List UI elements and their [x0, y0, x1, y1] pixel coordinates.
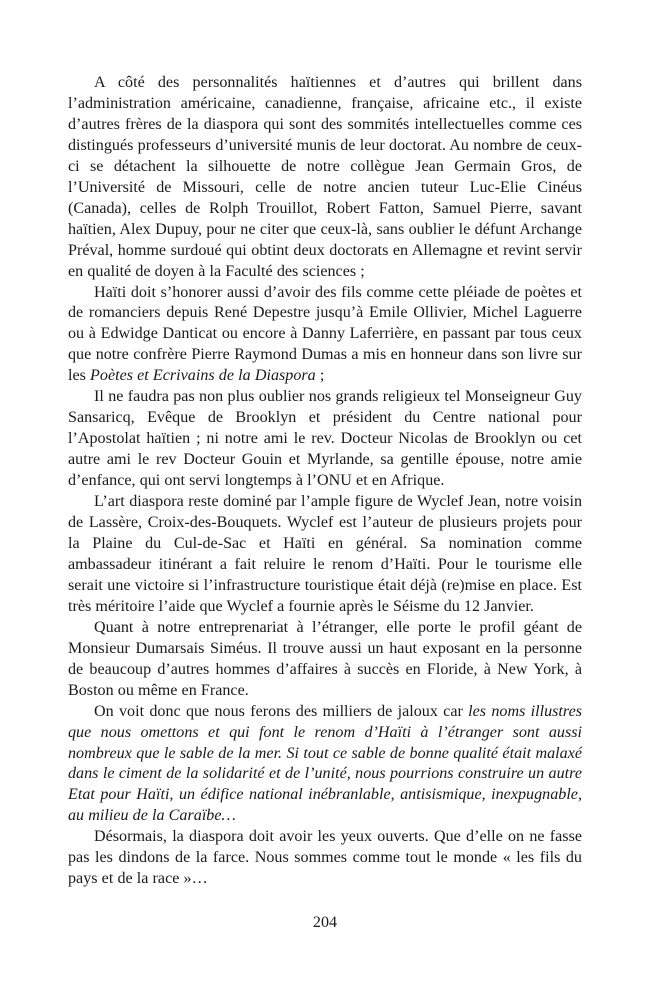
paragraph [68, 283, 582, 388]
italic-text-run: Poètes et Ecrivains de la Diaspora [90, 367, 316, 385]
paragraph [68, 618, 582, 702]
text-run: Haïti doit s’honorer aussi d’avoir des fils comme cette pléiade de poètes et de romanciers depuis René Depestre jusqu’à Emile Ollivier, Michel Laguerre ou à Edwidge Danticat ou encore à Danny Laferrière, en passant par tous ceux que notre confrère Pierre Raymond Dumas a mis en honneur dans son livre sur les [68, 283, 582, 385]
text-run: On voit donc que nous ferons des milliers de jaloux car [94, 702, 469, 720]
text-run: Quant à notre entreprenariat à l’étranger, elle porte le profil géant de Monsieur Dumarsais Siméus. Il trouve aussi un haut exposant en la personne de beaucoup d’autres hommes d’affaires à succès en Floride, à New York, à Boston ou même en France. [68, 618, 582, 699]
paragraph [68, 73, 582, 283]
paragraph [68, 387, 582, 492]
page-number: 204 [312, 914, 338, 931]
page-body-text [68, 73, 582, 890]
paragraph [68, 492, 582, 618]
text-run: ; [315, 367, 325, 385]
italic-text-run: les noms illustres que nous omettons et qui font le renom d’Haïti à l’étranger sont aussi nombreux que le sable de la mer. Si tout ce sable de bonne qualité était malaxé dans le ciment de la solidarité et de l’unité, nous pourrions construire un autre Etat pour Haïti, un édifice national inébranlable, antisismique, inexpugnable, au milieu de la Caraïbe… [68, 702, 582, 825]
paragraph [68, 702, 582, 828]
text-run: A côté des personnalités haïtiennes et d’autres qui brillent dans l’administration américaine, canadienne, française, africaine etc., il existe d’autres frères de la diaspora qui sont des sommités intellectuelles comme ces distingués professeurs d’université munis de leur doctorat. Au nombre de ceux-ci se détachent la silhouette de notre collègue Jean Germain Gros, de l’Université de Missouri, celle de notre ancien tuteur Luc-Elie Cinéus (Canada), celles de Rolph Trouillot, Robert Fatton, Samuel Pierre, savant haïtien, Alex Dupuy, pour ne citer que ceux-là, sans oublier le défunt Archange Préval, homme surdoué qui obtint deux doctorats en Allemagne et revint servir en qualité de doyen à la Faculté des sciences ; [68, 74, 582, 280]
text-run: Désormais, la diaspora doit avoir les yeux ouverts. Que d’elle on ne fasse pas les dindons de la farce. Nous sommes comme tout le monde « les fils du pays et de la race »… [68, 828, 582, 888]
text-run: L’art diaspora reste dominé par l’ample figure de Wyclef Jean, notre voisin de Lassère, Croix-des-Bouquets. Wyclef est l’auteur de plusieurs projets pour la Plaine du Cul-de-Sac et Haïti en général. Sa nomination comme ambassadeur itinérant a fait reluire le renom d’Haïti. Pour le tourisme elle serait une victoire si l’infrastructure touristique était déjà (re)mise en place. Est très méritoire l’aide que Wyclef a fournie après le Séisme du 12 Janvier. [68, 493, 582, 615]
text-run: Il ne faudra pas non plus oublier nos grands religieux tel Monseigneur Guy Sansaricq, Evêque de Brooklyn et président du Centre national pour l’Apostolat haïtien ; ni notre ami le rev. Docteur Nicolas de Brooklyn ou cet autre ami le rev Docteur Gouin et Myrlande, sa gentille épouse, notre amie d’enfance, qui ont servi longtemps à l’ONU et en Afrique. [68, 388, 582, 490]
paragraph [68, 827, 582, 890]
